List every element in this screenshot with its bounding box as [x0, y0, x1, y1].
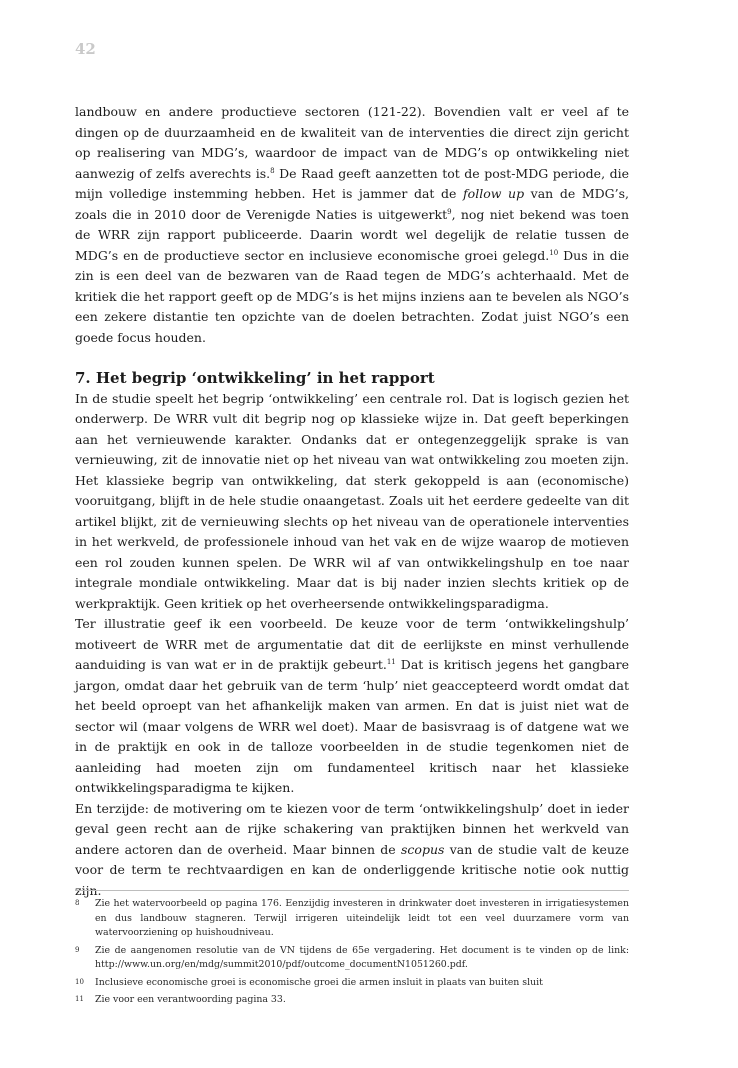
footnote-number: 11: [75, 995, 84, 1003]
paragraph-4-text-a: En terzijde: de motivering om te kiezen voor de term ‘ontwikkelingshulp’ doet in ieder geval geen recht aan de rijke schakering van praktijken binnen het werkveld van andere actoren dan de overheid. Maar binnen de: [75, 800, 629, 857]
paragraph-3-text-b: Dat is kritisch jegens het gangbare jargon, omdat daar het gebruik van de term ‘hulp’ niet geaccepteerd wordt omdat dat het beeld oproept van het afhankelijk maken van armen. En dat is juist niet wat de sector wil (maar volgens de WRR wel doet). Maar de basisvraag is of datgene wat we in de praktijk en ook in de talloze voorbeelden in de studie tegenkomen niet de aanleiding had moeten zijn om fundamenteel kritisch naar het klassieke ontwikkelingsparadigma te kijken.: [75, 657, 629, 795]
paragraph-3: [75, 614, 629, 799]
paragraph-1-text-d: , nog niet bekend was toen de WRR zijn rapport publiceerde. Daarin wordt wel degelijk de relatie tussen de MDG’s en de productieve sector en inclusieve economische groei gelegd.: [75, 206, 630, 263]
footnote-ref-8: 8: [270, 166, 275, 175]
footnote-text: Inclusieve economische groei is economische groei die armen insluit in plaats van buiten sluit: [95, 976, 543, 988]
footnote-number: 8: [75, 899, 80, 907]
paragraph-3-text-a: Ter illustratie geef ik een voorbeeld. De keuze voor de term ‘ontwikkelingshulp’ motiveert de WRR met de argumentatie dat dit de eerlijkste en minst verhullende aanduiding is van wat er in de praktijk gebeurt.: [75, 616, 629, 672]
section-heading: 7. Het begrip ‘ontwikkeling’ in het rapport: [75, 369, 435, 387]
footnote-number: 10: [75, 977, 84, 986]
footnote-text: Zie de aangenomen resolutie van de VN tijdens de 65e vergadering. Het document is te vinden op de link: http://www.un.org/en/mdg/summit2010/pdf/outcome_documentN1051260.pdf.: [95, 944, 629, 970]
footnote-ref-11: 11: [386, 657, 396, 666]
page-number: 42: [75, 40, 96, 58]
paragraph-1-text-e: Dus in die zin is een deel van de bezwaren van de Raad tegen de MDG’s achterhaald. Met de kritiek die het rapport geeft op de MDG’s is het mijns inziens aan te bevelen als NGO’s een zekere distantie ten opzichte van de doelen betrachten. Zodat juist NGO’s een goede focus houden.: [75, 247, 629, 345]
paragraph-4-italic-scopus: scopus: [401, 841, 445, 857]
paragraph-1-text-b: De Raad geeft aanzetten tot de post-MDG periode, die mijn volledige instemming hebben. Het is jammer dat de: [75, 165, 629, 201]
body-text: [75, 102, 629, 901]
paragraph-4-text-b: van de studie valt de keuze voor de term te rechtvaardigen en kan de onderliggende kritische notie ook nuttig zijn.: [75, 841, 629, 898]
footnotes: [75, 897, 629, 1011]
footnote-ref-10: 10: [549, 248, 559, 257]
paragraph-1-text-a: landbouw en andere productieve sectoren (121-22). Bovendien valt er veel af te dingen op de duurzaamheid en de kwaliteit van de interventies die direct zijn gericht op realisering van MDG’s, waardoor de impact van de MDG’s op ontwikkeling niet aanwezig of zelfs averechts is.: [75, 104, 629, 181]
footnote-number: 9: [75, 945, 80, 954]
paragraph-1: [75, 102, 629, 348]
footnote-11: [75, 993, 629, 1008]
paragraph-1-italic-follow-up: follow up: [463, 186, 525, 201]
footnote-9: [75, 944, 629, 973]
footnote-10: [75, 976, 629, 991]
paragraph-2: In de studie speelt het begrip ‘ontwikkeling’ een centrale rol. Dat is logisch gezien het onderwerp. De WRR vult dit begrip nog op klassieke wijze in. Dat geeft beperkingen aan het vernieuwende karakter. Ondanks dat er ontegenzeggelijk sprake is van vernieuwing, zit de innovatie niet op het niveau van wat ontwikkeling zou moeten zijn. Het klassieke begrip van ontwikkeling, dat sterk gekoppeld is aan (economische) vooruitgang, blijft in de hele studie onaangetast. Zoals uit het eerdere gedeelte van dit artikel blijkt, zit de vernieuwing slechts op het niveau van de operationele interventies in het werkveld, de professionele inhoud van het vak en de wijze waarop de motieven een rol zouden kunnen spelen. De WRR wil af van ontwikkelingshulp en toe naar integrale mondiale ontwikkeling. Maar dat is bij nader inzien slechts kritiek op de werkpraktijk. Geen kritiek op het overheersende ontwikkelingsparadigma.: [75, 390, 629, 611]
paragraph-4: [75, 799, 629, 902]
footnote-divider: [75, 890, 629, 891]
footnote-text: Zie het watervoorbeeld op pagina 176. Eenzijdig investeren in drinkwater doet investeren in irrigatiesystemen en dus landbouw stagneren. Terwijl irrigeren uiteindelijk leidt tot een veel duurzamere vorm van watervoorziening op huishoudniveau.: [95, 898, 629, 938]
footnote-8: [75, 897, 629, 941]
footnote-text: Zie voor een verantwoording pagina 33.: [95, 994, 286, 1005]
footnote-ref-9: 9: [447, 207, 452, 216]
paragraph-1-text-c: van de MDG’s, zoals die in 2010 door de Verenigde Naties is uitgewerkt: [75, 186, 629, 222]
